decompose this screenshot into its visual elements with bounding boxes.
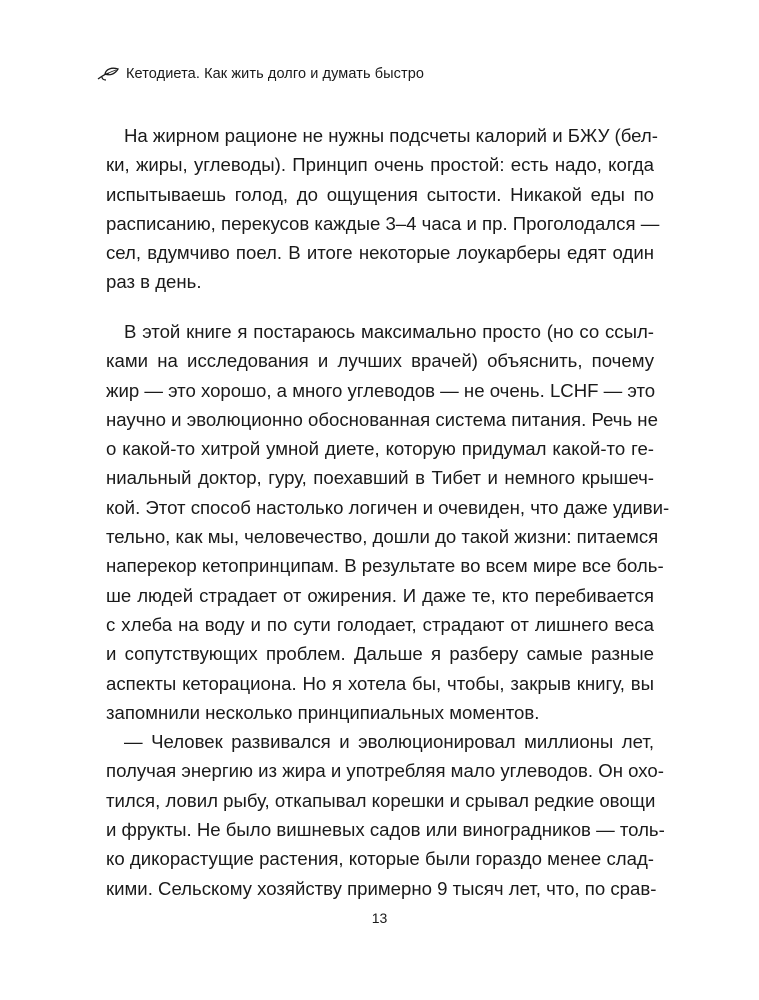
text-line: расписанию, перекусов каждые 3–4 часа и пр. Проголодался — [106,212,660,234]
text-line: кой. Этот способ настолько логичен и очевиден, что даже удиви- [106,496,670,518]
text-line: На жирном рационе не нужны подсчеты калорий и БЖУ (бел- [124,125,658,146]
text-line: аспекты кеторациона. Но я хотела бы, чтобы, закрыв книгу, вы [106,672,654,694]
page-number: 13 [371,910,388,926]
text-line: ниальный доктор, гуру, поехавший в Тибет и немного крышеч- [106,467,654,489]
text-line: испытываешь голод, до ощущения сытости. Никакой еды по [106,183,654,205]
text-line: — Человек развивался и эволюционировал миллионы лет, [124,731,654,753]
text-line: кими. Сельскому хозяйству примерно 9 тысяч лет, что, по срав- [106,877,657,899]
text-line: и сопутствующих проблем. Дальше я разберу самые разные [106,643,654,665]
text-line: тился, ловил рыбу, откапывал корешки и срывал редкие овощи [106,789,656,811]
running-header [96,66,424,82]
text-line: В этой книге я постараюсь максимально просто (но со ссыл- [124,321,654,342]
text-line: ко дикорастущие растения, которые были гораздо менее слад- [106,848,654,870]
text-line: о какой-то хитрой умной диете, которую придумал какой-то ге- [106,438,654,460]
text-line: жир — это хорошо, а много углеводов — не очень. LCHF — это [106,379,656,401]
text-line: с хлеба на воду и по сути голодает, страдают от лишнего веса [106,613,654,635]
text-line: наперекор кетопринципам. В результате во всем мире все боль- [106,555,664,577]
text-line: и фрукты. Не было вишневых садов или виноградников — толь- [106,819,665,841]
text-line: ками на исследования и лучших врачей) объяснить, почему [106,350,654,372]
text-line: запомнили несколько принципиальных моментов. [106,701,540,723]
text-line: раз в день. [106,271,202,293]
text-line: ше людей страдает от ожирения. И даже те, кто перебивается [106,584,654,606]
paragraph-calories [106,121,660,297]
leaf-sprig-icon [96,66,120,82]
book-title: Кетодиета. Как жить долго и думать быстро [126,66,425,82]
text-line: научно и эволюционно обоснованная система питания. Речь не [106,408,658,430]
text-line: ки, жиры, углеводы). Принцип очень простой: есть надо, когда [106,154,654,176]
paragraph-book-intro [106,317,670,903]
text-line: тельно, как мы, человечество, дошли до такой жизни: питаемся [106,526,659,548]
text-line: получая энергию из жира и употребляя мало углеводов. Он охо- [106,760,664,782]
text-line: сел, вдумчиво поел. В итоге некоторые лоукарберы едят один [106,242,654,264]
